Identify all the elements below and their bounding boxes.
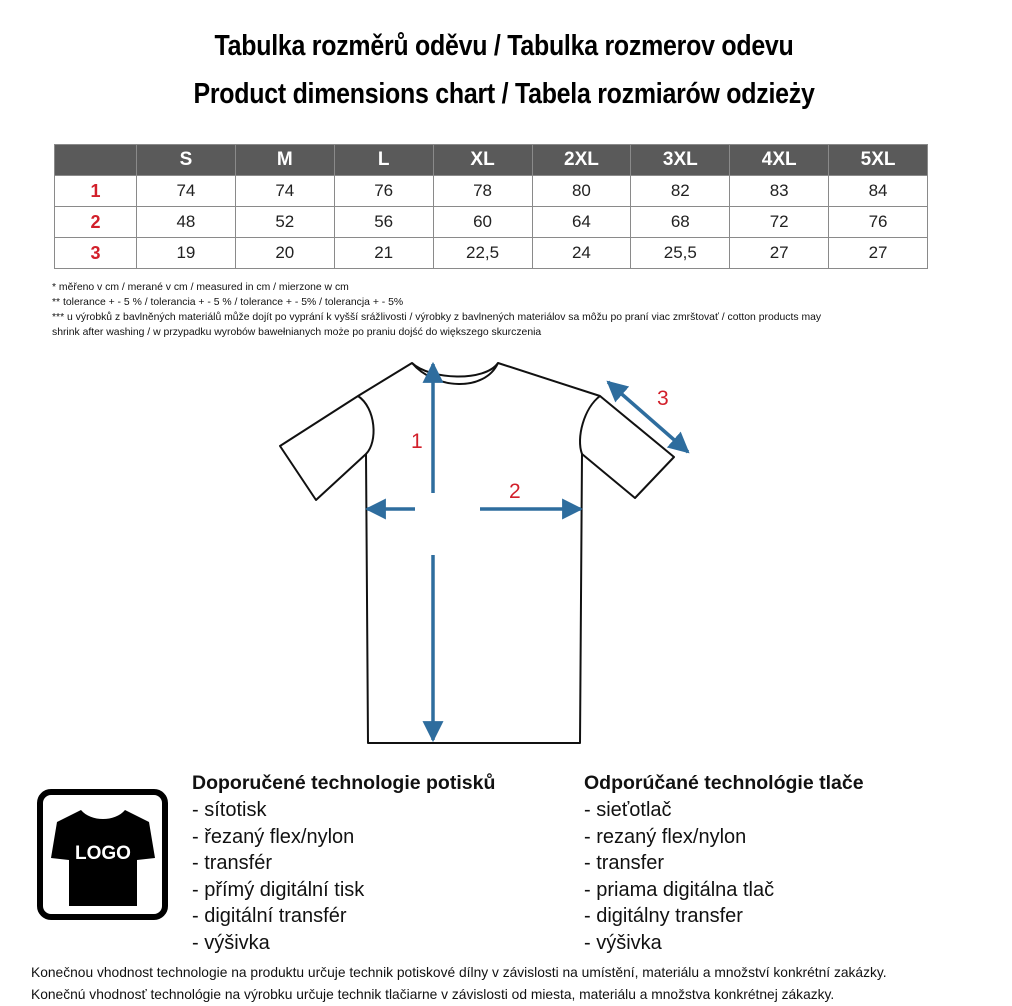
table-cell: 27 [829, 238, 928, 269]
table-cell: 74 [137, 176, 236, 207]
table-cell: 20 [235, 238, 334, 269]
header-cell-xl: XL [433, 145, 532, 176]
page-title-line-2: Product dimensions chart / Tabela rozmiarów odzieży [193, 78, 815, 110]
list-item: - výšivka [192, 931, 270, 954]
tshirt-measurement-diagram [270, 350, 710, 750]
header-cell-5xl: 5XL [829, 145, 928, 176]
print-technologies-cz [192, 770, 495, 956]
table-cell: 64 [532, 207, 631, 238]
tshirt-outline [280, 363, 674, 743]
table-cell: 76 [334, 176, 433, 207]
size-table-header-row [55, 145, 928, 176]
note-tolerance: ** tolerance + - 5 % / tolerancia + - 5 % / tolerance + - 5% / tolerancja + - 5% [52, 297, 404, 308]
table-cell: 24 [532, 238, 631, 269]
table-cell: 27 [730, 238, 829, 269]
list-item: - digitální transfér [192, 905, 347, 927]
print-technologies-sk [584, 770, 864, 956]
technologies-sk-heading: Odporúčané technológie tlače [584, 772, 864, 794]
table-cell: 76 [829, 207, 928, 238]
size-table [54, 144, 928, 269]
table-row [55, 176, 928, 207]
table-cell: 56 [334, 207, 433, 238]
note-shrinkage-cont: shrink after washing / w przypadku wyrobów bawełnianych może po praniu dojść do większego skurczenia [52, 327, 542, 338]
measurement-notes [52, 280, 952, 340]
table-cell: 25,5 [631, 238, 730, 269]
table-cell: 48 [137, 207, 236, 238]
list-item: - transfér [192, 852, 273, 874]
page-title-line-1: Tabulka rozměrů oděvu / Tabulka rozmerov odevu [214, 30, 794, 62]
row-label: 1 [55, 176, 137, 207]
diagram-label-2: 2 [509, 480, 521, 503]
header-cell-empty [55, 145, 137, 176]
list-item: - řezaný flex/nylon [192, 825, 355, 848]
list-item: - rezaný flex/nylon [584, 825, 747, 848]
list-item: - výšivka [584, 931, 662, 954]
table-cell: 19 [137, 238, 236, 269]
row-label: 2 [55, 207, 137, 238]
footer-disclaimer [31, 962, 1006, 1006]
diagram-label-1: 1 [411, 430, 423, 453]
table-cell: 83 [730, 176, 829, 207]
diagram-label-3: 3 [657, 387, 669, 410]
list-item: - přímý digitální tisk [192, 878, 365, 901]
note-shrinkage: *** u výrobků z bavlněných materiálů může dojít po vyprání k vyšší srážlivosti / výrobky z bavlnených materiálov sa môžu po praní viac zmrštovať / cotton products may [52, 312, 822, 323]
list-item: - sítotisk [192, 799, 267, 821]
table-cell: 60 [433, 207, 532, 238]
list-item: - sieťotlač [584, 799, 672, 821]
list-item: - priama digitálna tlač [584, 878, 775, 901]
table-cell: 68 [631, 207, 730, 238]
technologies-cz-heading: Doporučené technologie potisků [192, 772, 496, 794]
table-cell: 84 [829, 176, 928, 207]
table-cell: 52 [235, 207, 334, 238]
table-row [55, 238, 928, 269]
header-cell-3xl: 3XL [631, 145, 730, 176]
note-measured-in-cm: * měřeno v cm / merané v cm / measured in cm / mierzone w cm [52, 282, 349, 293]
table-row [55, 207, 928, 238]
table-cell: 72 [730, 207, 829, 238]
list-item: - transfer [584, 852, 665, 874]
table-cell: 22,5 [433, 238, 532, 269]
logo-label: LOGO [75, 843, 131, 864]
logo-print-icon [37, 789, 168, 920]
header-cell-s: S [137, 145, 236, 176]
footer-line-sk: Konečnú vhodnosť technológie na výrobku určuje technik tlačiarne v závislosti od miesta, materiálu a množstva konkrétnej zákazky. [31, 987, 835, 1002]
row-label: 3 [55, 238, 137, 269]
table-cell: 80 [532, 176, 631, 207]
tshirt-icon [49, 800, 157, 910]
table-cell: 78 [433, 176, 532, 207]
header-cell-m: M [235, 145, 334, 176]
header-cell-4xl: 4XL [730, 145, 829, 176]
table-cell: 74 [235, 176, 334, 207]
footer-line-cz: Konečnou vhodnost technologie na produktu určuje technik potiskové dílny v závislosti na umístění, materiálu a množství konkrétní zakázky. [31, 965, 887, 980]
list-item: - digitálny transfer [584, 905, 743, 927]
table-cell: 21 [334, 238, 433, 269]
header-cell-2xl: 2XL [532, 145, 631, 176]
measurement-arrow-3 [608, 382, 688, 452]
header-cell-l: L [334, 145, 433, 176]
table-cell: 82 [631, 176, 730, 207]
